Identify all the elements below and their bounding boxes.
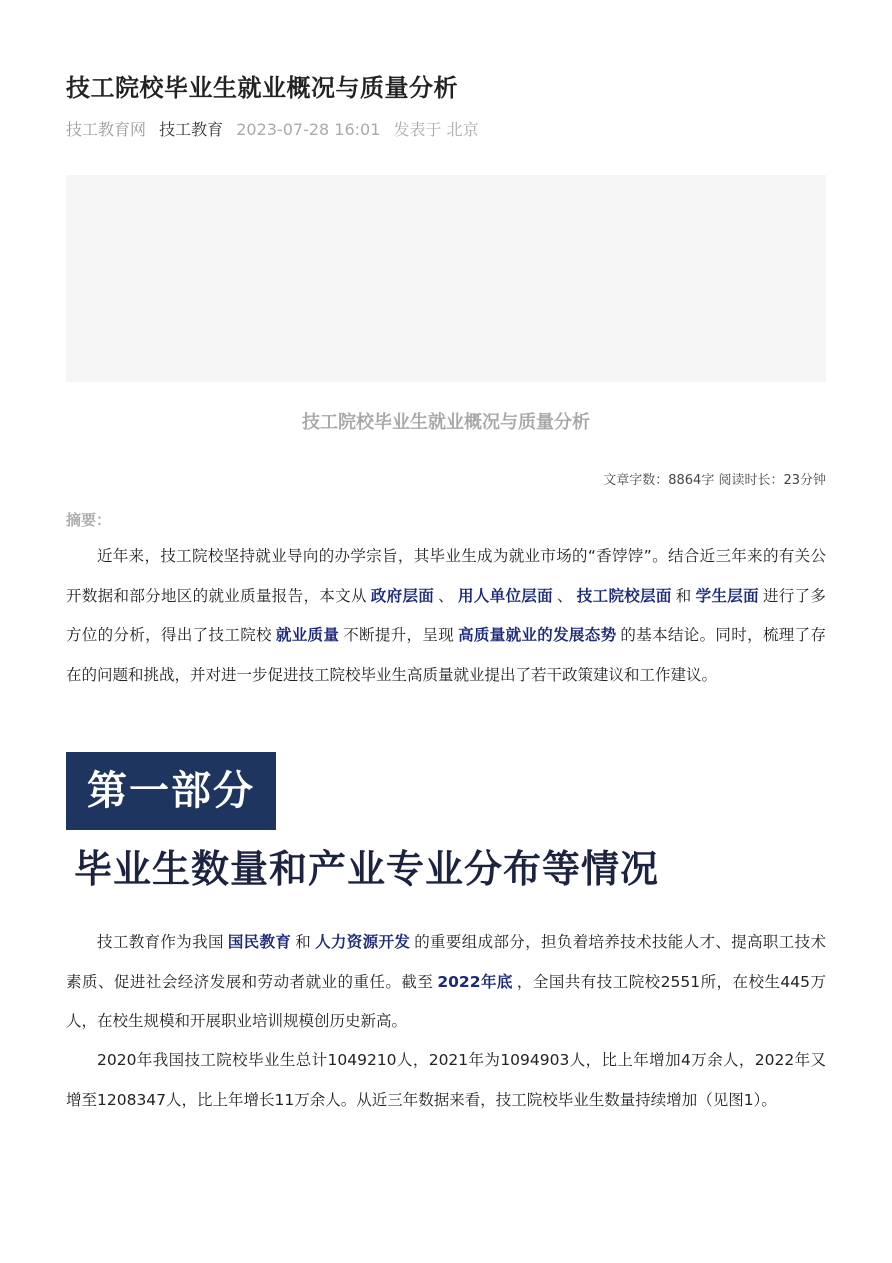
- abstract-text-7: 的基本结论。同时，梳理了存在的问题和挑战，并对进一步促进技工院校毕业生高质量就业提出了若干政策建议和工作建议。: [66, 626, 826, 684]
- abstract-text-4: 和: [675, 586, 692, 605]
- body-paragraph-1: [66, 923, 826, 1042]
- abstract-text-1: 近年来，技工院校坚持就业导向的办学宗旨，其毕业生成为就业市场的“香饽饽”。结合近三年来的有关公开数据和部分地区的就业质量报告，本文从: [66, 547, 826, 605]
- abstract-text-2: 、: [438, 586, 454, 605]
- hero-image-placeholder: [66, 175, 826, 382]
- article-title: 技工院校毕业生就业概况与质量分析: [66, 74, 458, 102]
- body-text-2: 和: [295, 933, 312, 951]
- body-text-1: 技工教育作为我国: [97, 933, 224, 951]
- publish-location: 发表于 北京: [393, 120, 479, 139]
- keyword-employer-level: 用人单位层面: [457, 586, 553, 605]
- keyword-employment-quality: 就业质量: [275, 626, 340, 644]
- abstract-text-5: 进行了多方位的分析，得出了技工院校: [66, 586, 826, 644]
- body-text-4: ，全国共有技工院校2551所，在校生445万人，在校生规模和开展职业培训规模创历史新高。: [66, 972, 826, 1030]
- abstract-paragraph: [66, 537, 826, 695]
- publish-datetime: 2023-07-28 16:01: [236, 120, 381, 139]
- keyword-hr-development: 人力资源开发: [315, 933, 411, 951]
- reading-stats: 文章字数：8864字 阅读时长：23分钟: [603, 473, 826, 488]
- abstract-text-3: 、: [556, 586, 573, 605]
- keyword-national-education: 国民教育: [227, 933, 292, 951]
- keyword-school-level: 技工院校层面: [576, 586, 672, 605]
- body-text-3: 的重要组成部分，担负着培养技术技能人才、提高职工技术素质、促进社会经济发展和劳动者就业的重任。截至: [66, 933, 826, 991]
- body-paragraph-2: 2020年我国技工院校毕业生总计1049210人，2021年为1094903人，比上年增加4万余人，2022年又增至1208347人，比上年增长11万余人。从近三年数据来看，技工院校毕业生数量持续增加（见图1）。: [66, 1051, 826, 1109]
- figure-caption: 技工院校毕业生就业概况与质量分析: [302, 412, 590, 433]
- abstract-text-6: 不断提升，呈现: [343, 626, 455, 644]
- author-link[interactable]: 技工教育: [159, 120, 224, 139]
- source-link[interactable]: 技工教育网: [66, 120, 147, 139]
- article-meta: [66, 117, 479, 140]
- abstract-label: 摘要：: [66, 511, 112, 529]
- part-badge: 第一部分: [66, 752, 276, 830]
- keyword-government-level: 政府层面: [370, 586, 435, 605]
- section-title: 毕业生数量和产业专业分布等情况: [74, 846, 660, 891]
- keyword-student-level: 学生层面: [695, 586, 759, 605]
- keyword-end-of-2022: 2022年底: [437, 972, 513, 991]
- keyword-development-trend: 高质量就业的发展态势: [458, 626, 617, 644]
